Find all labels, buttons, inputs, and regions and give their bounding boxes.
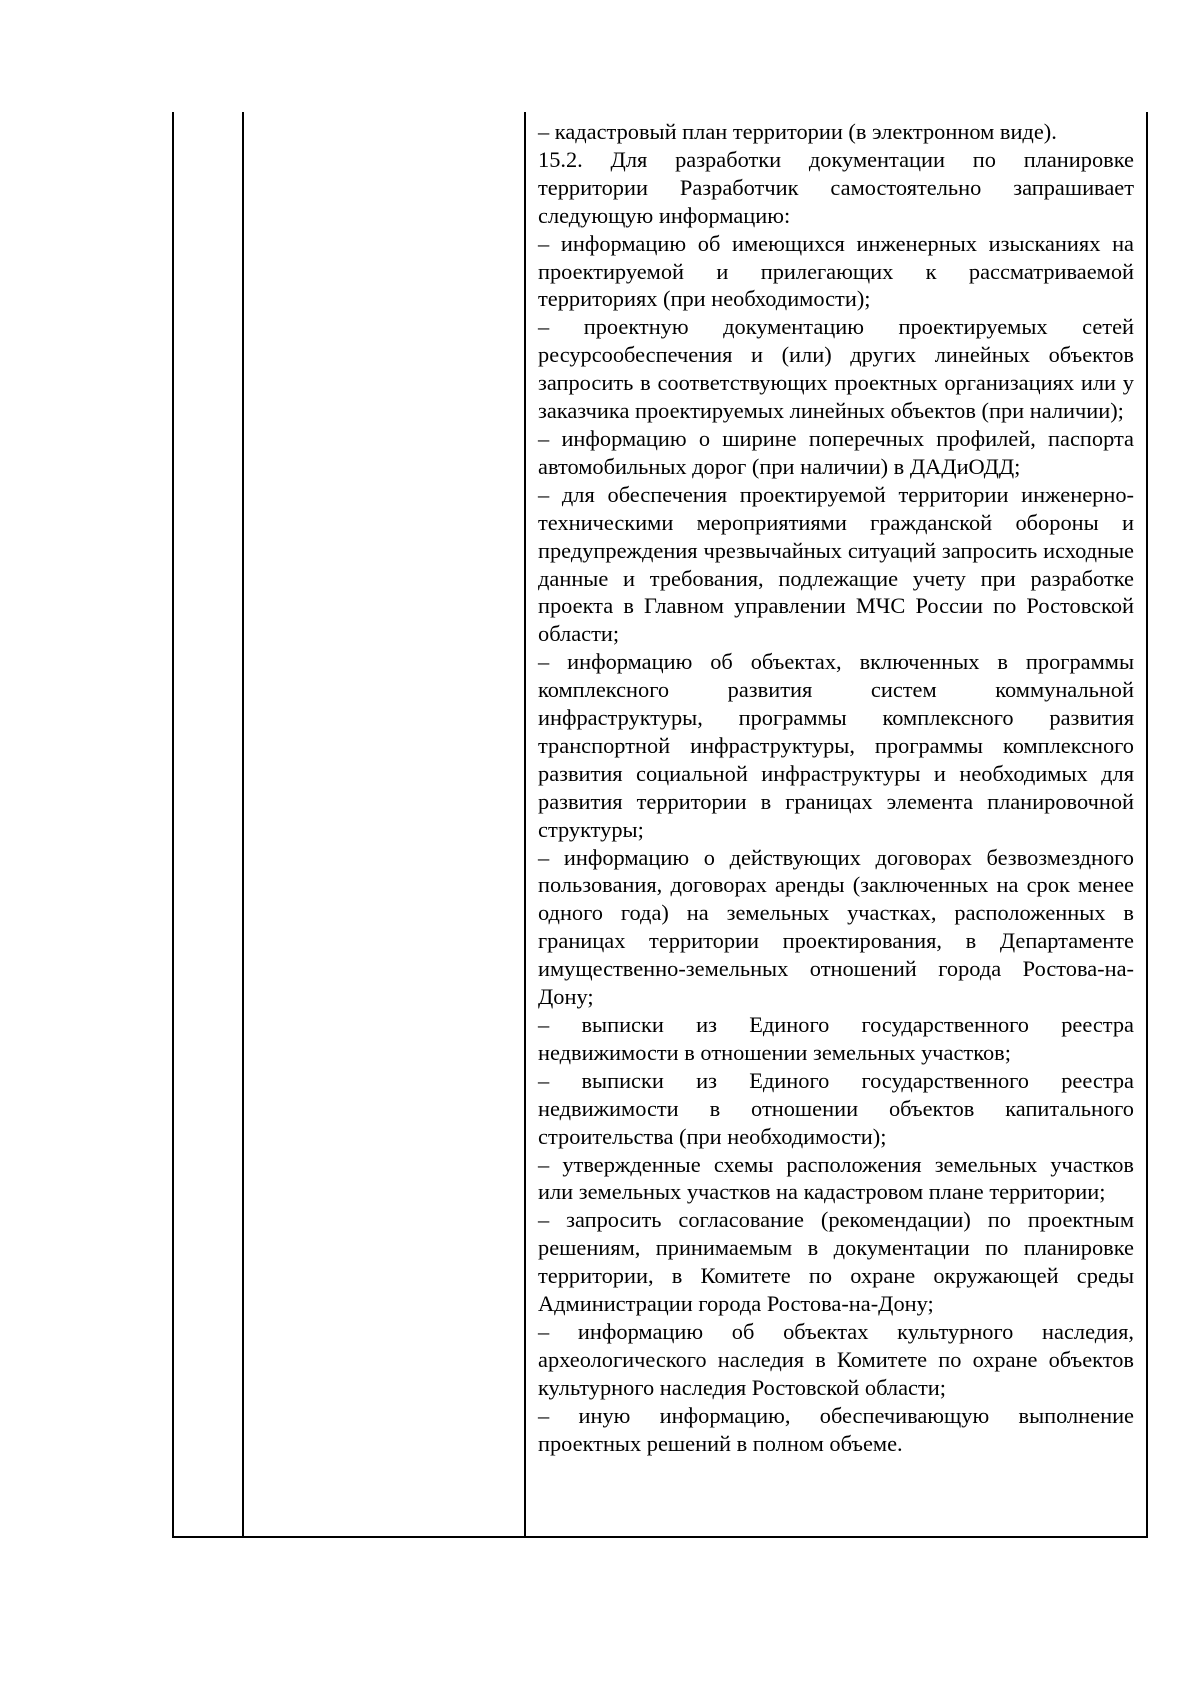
paragraph-cadastral-plan: – кадастровый план территории (в электронном виде). [538,119,1057,144]
column-divider-1 [242,112,244,1536]
column-divider-2 [524,112,526,1536]
list-item-development-programs: – информацию об объектах, включенных в программы комплексного развития систем коммунальной инфраструктуры, программы комплексного развития транспортной инфраструктуры, программы комплексного развития социальной инфраструктуры и необходимых для развития территории в границах элемента планировочной структуры; [538,649,1134,842]
list-item-cultural-heritage: – информацию об объектах культурного наследия, археологического наследия в Комитете по охране объектов культурного наследия Ростовской области; [538,1318,1134,1400]
list-item-environmental-approval: – запросить согласование (рекомендации) по проектным решениям, принимаемым в документации по планировке территории, в Комитете по охране окружающей среды Администрации города Ростова-на-Дону; [538,1207,1134,1317]
requirements-table [172,112,1148,1538]
list-item-lease-agreements: – информацию о действующих договорах безвозмездного пользования, договорах аренды (заключенных на срок менее одного года) на земельных участках, расположенных в границах территории проектирования, в Департаменте имущественно-земельных отношений города Ростова-на-Дону; [538,844,1134,1010]
table-cell-content [538,118,1134,1458]
list-item-engineering-surveys: – информацию об имеющихся инженерных изысканиях на проектируемой и прилегающих к рассматриваемой территориях (при необходимости); [538,230,1134,312]
list-item-other-information: – иную информацию, обеспечивающую выполнение проектных решений в полном объеме. [538,1402,1134,1456]
list-item-road-profiles: – информацию о ширине поперечных профилей, паспорта автомобильных дорог (при наличии) в ДАДиОДД; [538,425,1134,479]
list-item-building-registry-extracts: – выписки из Единого государственного реестра недвижимости в отношении объектов капитального строительства (при необходимости); [538,1067,1134,1149]
list-item-land-registry-extracts: – выписки из Единого государственного реестра недвижимости в отношении земельных участков; [538,1012,1134,1065]
list-item-land-layout-schemes: – утвержденные схемы расположения земельных участков или земельных участков на кадастровом плане территории; [538,1151,1134,1205]
paragraph-15-2-intro: 15.2. Для разработки документации по планировке территории Разработчик самостоятельно запрашивает следующую информацию: [538,146,1134,228]
list-item-civil-defense: – для обеспечения проектируемой территории инженерно-техническими мероприятиями гражданской обороны и предупреждения чрезвычайных ситуаций запросить исходные данные и требования, подлежащие учету при разработке проекта в Главном управлении МЧС России по Ростовской области; [538,481,1134,647]
list-item-project-documentation: – проектную документацию проектируемых сетей ресурсообеспечения и (или) других линейных объектов запросить в соответствующих проектных организациях или у заказчика проектируемых линейных объектов (при наличии); [538,314,1134,424]
